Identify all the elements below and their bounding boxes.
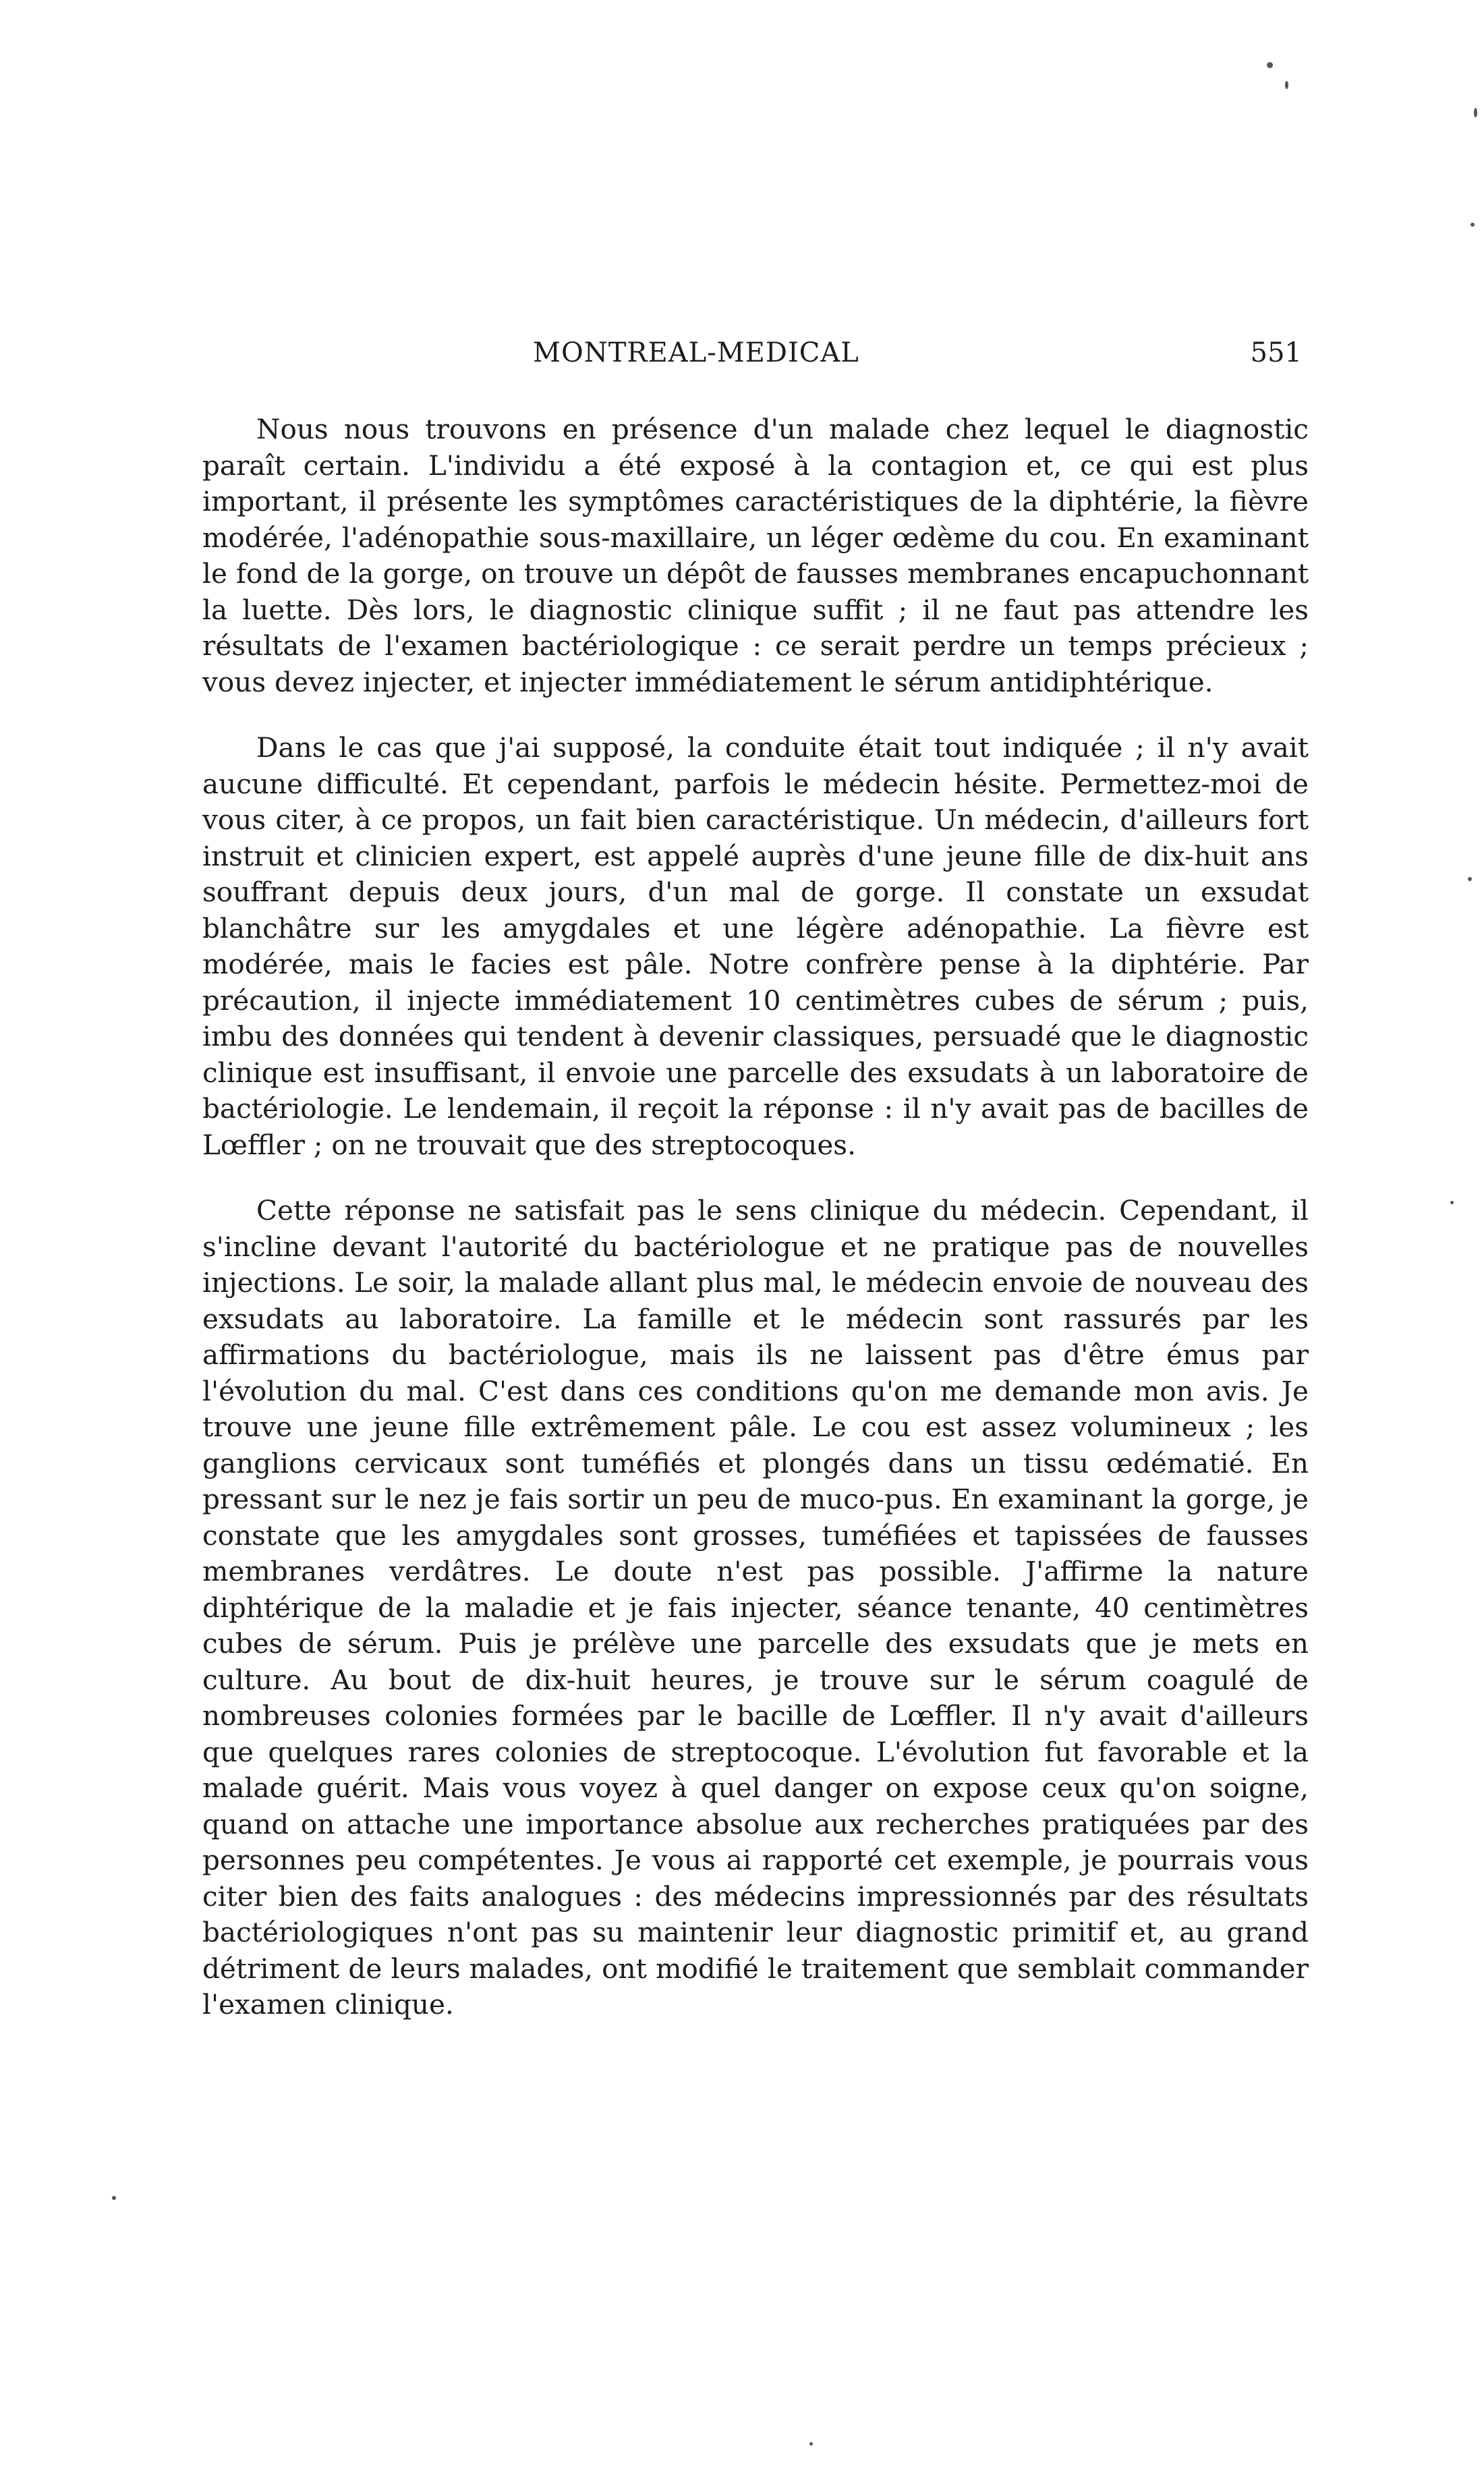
- scan-speck: [1450, 1201, 1454, 1204]
- scan-speck: [809, 2442, 813, 2446]
- running-head: [533, 337, 1302, 385]
- scan-speck: [1468, 877, 1472, 881]
- page-number: 551: [1250, 337, 1302, 368]
- scan-speck: [1471, 223, 1475, 227]
- paragraph-2: Dans le cas que j'ai supposé, la conduite était tout indiquée ; il n'y avait aucune difficulté. Et cependant, parfois le médecin hésite. Permettez-moi de vous citer, à ce propos, un fait bien caractéristique. Un médecin, d'ailleurs fort instruit et clinicien expert, est appelé auprès d'une jeune fille de dix-huit ans souffrant depuis deux jours, d'un mal de gorge. Il constate un exsudat blanchâtre sur les amygdales et une légère adénopathie. La fièvre est modérée, mais le facies est pâle. Notre confrère pense à la diphtérie. Par précaution, il injecte immédiatement 10 centimètres cubes de sérum ; puis, imbu des données qui tendent à devenir classiques, persuadé que le diagnostic clinique est insuffisant, il envoie une parcelle des exsudats à un laboratoire de bactériologie. Le lendemain, il reçoit la réponse : il n'y avait pas de bacilles de Lœffler ; on ne trouvait que des streptocoques.: [202, 731, 1309, 1161]
- paragraph-3: Cette réponse ne satisfait pas le sens clinique du médecin. Cependant, il s'incline devant l'autorité du bactériologue et ne pratique pas de nouvelles injections. Le soir, la malade allant plus mal, le médecin envoie de nouveau des exsudats au laboratoire. La famille et le médecin sont rassurés par les affirmations du bactériologue, mais ils ne laissent pas d'être émus par l'évolution du mal. C'est dans ces conditions qu'on me demande mon avis. Je trouve une jeune fille extrêmement pâle. Le cou est assez volumineux ; les ganglions cervicaux sont tuméfiés et plongés dans un tissu œdématié. En pressant sur le nez je fais sortir un peu de muco-pus. En examinant la gorge, je constate que les amygdales sont grosses, tuméfiées et tapissées de fausses membranes verdâtres. Le doute n'est pas possible. J'affirme la nature diphtérique de la maladie et je fais injecter, séance tenante, 40 centimètres cubes de sérum. Puis je prélève une parcelle des exsudats que je mets en culture. Au bout de dix-huit heures, je trouve sur le sérum coagulé de nombreuses colonies formées par le bacille de Lœffler. Il n'y avait d'ailleurs que quelques rares colonies de streptocoque. L'évolution fut favorable et la malade guérit. Mais vous voyez à quel danger on expose ceux qu'on soigne, quand on attache une importance absolue aux recherches pratiquées par des personnes peu compétentes. Je vous ai rapporté cet exemple, je pourrais vous citer bien des faits analogues : des médecins impressionnés par des résultats bactériologiques n'ont pas su maintenir leur diagnostic primitif et, au grand détriment de leurs malades, ont modifié le traitement que semblait commander l'examen clinique.: [202, 1194, 1309, 2021]
- scan-speck: [1474, 108, 1477, 117]
- running-title: MONTREAL-MEDICAL: [533, 337, 859, 368]
- body-text: [202, 412, 1309, 2023]
- scan-speck: [112, 2196, 116, 2200]
- scan-speck: [1285, 81, 1288, 89]
- paragraph-1: Nous nous trouvons en présence d'un malade chez lequel le diagnostic paraît certain. L'individu a été exposé à la contagion et, ce qui est plus important, il présente les symptômes caractéristiques de la diphtérie, la fièvre modérée, l'adénopathie sous-maxillaire, un léger œdème du cou. En examinant le fond de la gorge, on trouve un dépôt de fausses membranes encapuchonnant la luette. Dès lors, le diagnostic clinique suffit ; il ne faut pas attendre les résultats de l'examen bactériologique : ce serait perdre un temps précieux ; vous devez injecter, et injecter immédiatement le sérum antidiphtérique.: [202, 413, 1309, 698]
- scan-speck: [1267, 62, 1273, 68]
